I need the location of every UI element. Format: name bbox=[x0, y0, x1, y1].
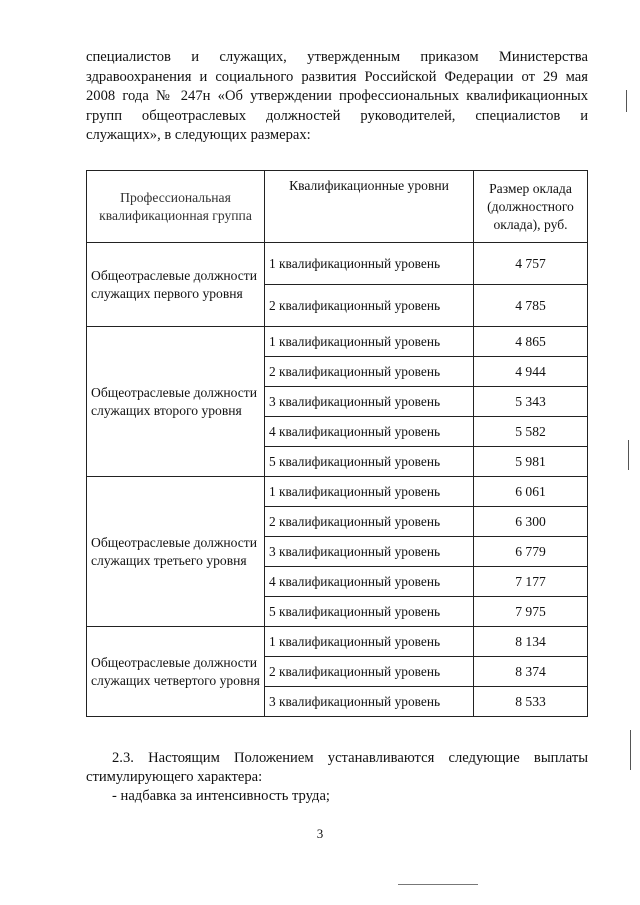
salary-value: 6 061 bbox=[474, 477, 588, 507]
table-row bbox=[87, 627, 588, 657]
salary-value: 8 134 bbox=[474, 627, 588, 657]
level-cell: 3 квалификационный уровень bbox=[265, 537, 474, 567]
level-cell: 1 квалификационный уровень bbox=[265, 627, 474, 657]
scan-artifact bbox=[398, 884, 478, 885]
salary-value: 4 785 bbox=[474, 285, 588, 327]
level-cell: 3 квалификационный уровень bbox=[265, 387, 474, 417]
group-name: Общеотраслевые должности служащих четвертого уровня bbox=[87, 627, 265, 717]
level-cell: 4 квалификационный уровень bbox=[265, 567, 474, 597]
paragraph-2-3: 2.3. Настоящим Положением устанавливаются следующие выплаты стимулирующего характера: bbox=[86, 750, 588, 785]
table-row bbox=[87, 327, 588, 357]
intro-text bbox=[86, 48, 588, 146]
salary-value: 4 865 bbox=[474, 327, 588, 357]
header-salary: Размер оклада (должностного оклада), руб. bbox=[474, 171, 588, 243]
level-cell: 2 квалификационный уровень bbox=[265, 357, 474, 387]
salary-value: 5 343 bbox=[474, 387, 588, 417]
salary-value: 8 374 bbox=[474, 657, 588, 687]
level-cell: 5 квалификационный уровень bbox=[265, 597, 474, 627]
table-row bbox=[87, 477, 588, 507]
salary-value: 5 981 bbox=[474, 447, 588, 477]
salary-value: 7 177 bbox=[474, 567, 588, 597]
intro-line: служащих», в следующих размерах: bbox=[86, 127, 311, 143]
salary-value: 5 582 bbox=[474, 417, 588, 447]
salary-value: 7 975 bbox=[474, 597, 588, 627]
header-levels: Квалификационные уровни bbox=[265, 171, 474, 243]
level-cell: 1 квалификационный уровень bbox=[265, 243, 474, 285]
salary-value: 4 944 bbox=[474, 357, 588, 387]
scan-artifact bbox=[630, 730, 631, 770]
intro-line: 2008 года № 247н «Об утверждении профессиональных квалификационных bbox=[86, 88, 588, 104]
header-group: Профессиональная квалификационная группа bbox=[87, 171, 265, 243]
level-cell: 4 квалификационный уровень bbox=[265, 417, 474, 447]
table-header-row bbox=[87, 171, 588, 243]
salary-table bbox=[86, 170, 588, 717]
intro-line: специалистов и служащих, утвержденным приказом Министерства bbox=[86, 49, 588, 65]
group-name: Общеотраслевые должности служащих второго уровня bbox=[87, 327, 265, 477]
intro-line: групп общеотраслевых должностей руководителей, специалистов и bbox=[86, 107, 588, 124]
salary-value: 4 757 bbox=[474, 243, 588, 285]
level-cell: 2 квалификационный уровень bbox=[265, 507, 474, 537]
salary-value: 8 533 bbox=[474, 687, 588, 717]
salary-value: 6 779 bbox=[474, 537, 588, 567]
scan-artifact bbox=[626, 90, 627, 112]
group-name: Общеотраслевые должности служащих третьего уровня bbox=[87, 477, 265, 627]
intro-line: здравоохранения и социального развития Российской Федерации от 29 мая bbox=[86, 68, 588, 85]
bullet-item: - надбавка за интенсивность труда; bbox=[112, 788, 330, 804]
level-cell: 2 квалификационный уровень bbox=[265, 657, 474, 687]
page-number: 3 bbox=[316, 826, 324, 841]
level-cell: 3 квалификационный уровень bbox=[265, 687, 474, 717]
scan-artifact bbox=[628, 440, 629, 470]
table-row bbox=[87, 243, 588, 285]
after-text bbox=[86, 749, 588, 806]
level-cell: 1 квалификационный уровень bbox=[265, 327, 474, 357]
group-name: Общеотраслевые должности служащих первого уровня bbox=[87, 243, 265, 327]
level-cell: 1 квалификационный уровень bbox=[265, 477, 474, 507]
level-cell: 2 квалификационный уровень bbox=[265, 285, 474, 327]
salary-value: 6 300 bbox=[474, 507, 588, 537]
level-cell: 5 квалификационный уровень bbox=[265, 447, 474, 477]
